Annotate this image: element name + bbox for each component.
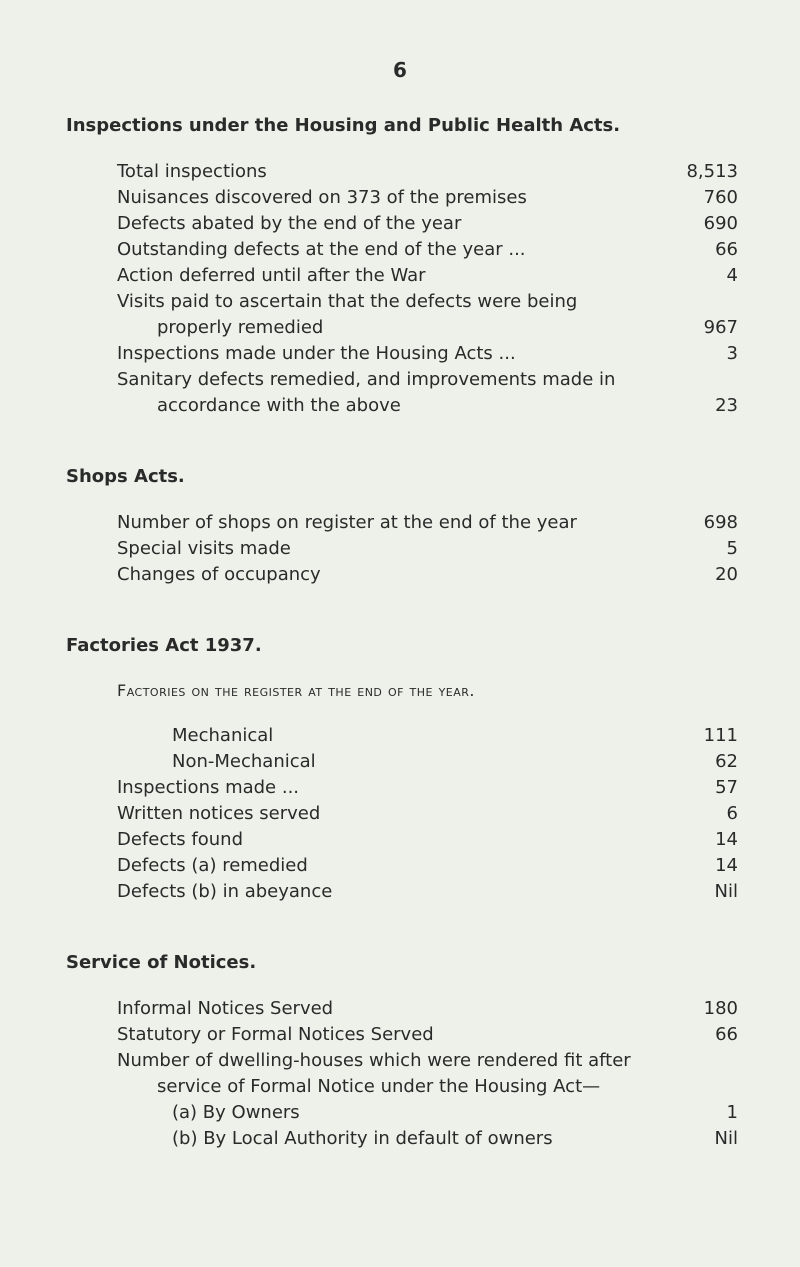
- row-special-visits: [117, 538, 740, 564]
- row-changes-occupancy: [117, 564, 740, 590]
- row-label: Outstanding defects at the end of the year ...: [117, 239, 526, 260]
- row-sanitary-line1: Sanitary defects remedied, and improvements made in: [117, 369, 616, 390]
- row-label: Defects abated by the end of the year: [117, 213, 462, 234]
- row-label: Nuisances discovered on 373 of the premises: [117, 187, 527, 208]
- row-label: Total inspections: [117, 161, 267, 182]
- row-label: Informal Notices Served: [117, 998, 334, 1019]
- row-value: Nil: [714, 1128, 738, 1149]
- row-label: Inspections made ...: [117, 777, 300, 798]
- row-label: Statutory or Formal Notices Served: [117, 1024, 434, 1045]
- row-visits: [157, 317, 740, 343]
- row-defects-abated: [117, 213, 740, 239]
- row-label: Inspections made under the Housing Acts ...: [117, 343, 516, 364]
- row-value: 23: [715, 395, 738, 416]
- row-total-inspections: [117, 161, 740, 187]
- row-value: 760: [703, 187, 738, 208]
- section-heading-housing: Inspections under the Housing and Public Health Acts.: [66, 115, 621, 136]
- row-by-authority: [172, 1128, 740, 1154]
- row-label: Action deferred until after the War: [117, 265, 426, 286]
- row-visits-line1: Visits paid to ascertain that the defects were being: [117, 291, 578, 312]
- row-value: 690: [703, 213, 738, 234]
- row-value: Nil: [714, 881, 738, 902]
- row-label: Defects (a) remedied: [117, 855, 308, 876]
- row-label: Special visits made: [117, 538, 291, 559]
- row-value: 66: [715, 239, 738, 260]
- row-value: 4: [726, 265, 738, 286]
- row-inspections-made: [117, 777, 740, 803]
- row-label: Written notices served: [117, 803, 321, 824]
- row-label: (b) By Local Authority in default of owners: [172, 1128, 553, 1149]
- row-value: 1: [726, 1102, 738, 1123]
- row-value: 14: [715, 829, 738, 850]
- row-label: (a) By Owners: [172, 1102, 300, 1123]
- row-label: Changes of occupancy: [117, 564, 321, 585]
- section-heading-factories: Factories Act 1937.: [66, 635, 262, 656]
- row-label: Number of shops on register at the end of the year: [117, 512, 577, 533]
- row-label: Non-Mechanical: [172, 751, 316, 772]
- row-deferred: [117, 265, 740, 291]
- row-label: accordance with the above: [157, 395, 401, 416]
- row-value: 5: [726, 538, 738, 559]
- row-housing-acts: [117, 343, 740, 369]
- row-value: 180: [703, 998, 738, 1019]
- row-value: 20: [715, 564, 738, 585]
- row-value: 6: [726, 803, 738, 824]
- row-non-mechanical: [172, 751, 740, 777]
- row-value: 14: [715, 855, 738, 876]
- row-value: 8,513: [686, 161, 738, 182]
- row-label: Defects found: [117, 829, 243, 850]
- factories-subheading: Factories on the register at the end of the year.: [117, 681, 475, 700]
- section-heading-shops: Shops Acts.: [66, 466, 185, 487]
- row-defects-remedied: [117, 855, 740, 881]
- row-sanitary: [157, 395, 740, 421]
- row-written-notices: [117, 803, 740, 829]
- row-value: 57: [715, 777, 738, 798]
- row-informal-notices: [117, 998, 740, 1024]
- row-label: Mechanical: [172, 725, 274, 746]
- row-defects-found: [117, 829, 740, 855]
- row-value: 3: [726, 343, 738, 364]
- row-outstanding: [117, 239, 740, 265]
- row-mechanical: [172, 725, 740, 751]
- row-label: properly remedied: [157, 317, 324, 338]
- row-by-owners: [172, 1102, 740, 1128]
- row-value: 698: [703, 512, 738, 533]
- row-defects-abeyance: [117, 881, 740, 907]
- row-value: 62: [715, 751, 738, 772]
- row-value: 967: [703, 317, 738, 338]
- row-value: 111: [703, 725, 738, 746]
- row-dwelling-line2: service of Formal Notice under the Housing Act—: [157, 1076, 601, 1097]
- row-value: 66: [715, 1024, 738, 1045]
- row-dwelling-line1: Number of dwelling-houses which were rendered fit after: [117, 1050, 631, 1071]
- page-number: 6: [393, 58, 407, 82]
- section-heading-notices: Service of Notices.: [66, 952, 257, 973]
- row-shops-on-register: [117, 512, 740, 538]
- row-statutory-notices: [117, 1024, 740, 1050]
- row-label: Defects (b) in abeyance: [117, 881, 333, 902]
- row-nuisances: [117, 187, 740, 213]
